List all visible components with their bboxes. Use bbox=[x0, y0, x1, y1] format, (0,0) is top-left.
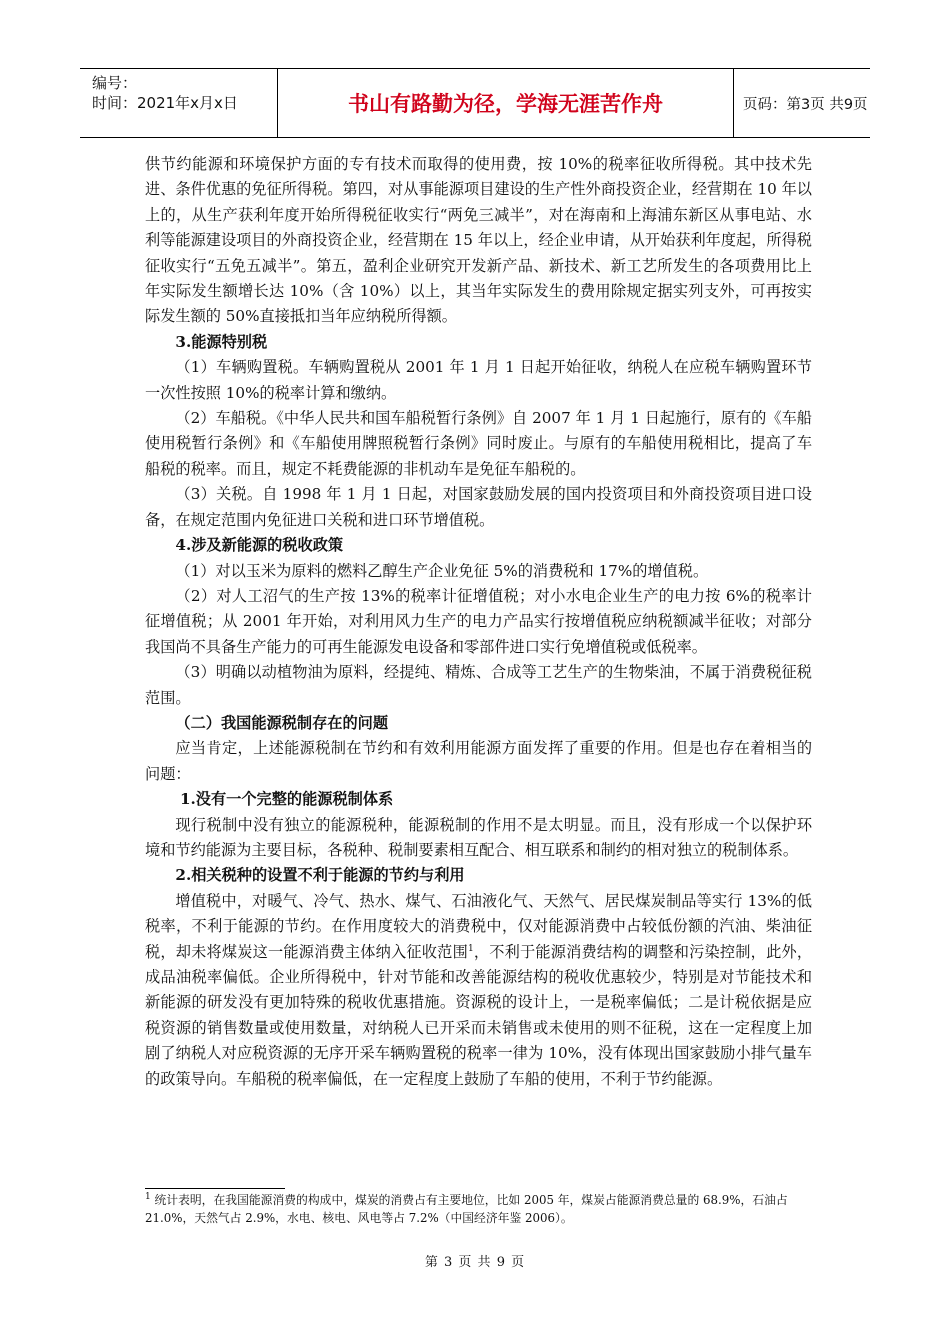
doc-number-label: 编号： bbox=[92, 74, 138, 92]
section-heading: 3.能源特别税 bbox=[175, 332, 268, 351]
paragraph: （3）关税。自 1998 年 1 月 1 日起，对国家鼓励发展的国内投资项目和外商投资项目进口设备，在规定范围内免征进口关税和进口环节增值税。 bbox=[145, 485, 812, 529]
document-body bbox=[145, 152, 812, 1092]
header-motto: 书山有路勤为径，学海无涯苦作舟 bbox=[278, 69, 734, 137]
footnote-mark: 1 bbox=[145, 1192, 151, 1203]
page-header bbox=[80, 68, 870, 138]
paragraph: 应当肯定，上述能源税制在节约和有效利用能源方面发挥了重要的作用。但是也存在着相当的问题： bbox=[145, 739, 812, 783]
doc-time-label: 时间：2021年x月x日 bbox=[92, 94, 238, 112]
paragraph-text: ，不利于能源消费结构的调整和污染控制，此外，成品油税率偏低。企业所得税中，针对节能和改善能源结构的税收优惠较少，特别是对节能技术和新能源的研发没有更加特殊的税收优惠措施。资源税的设计上，一是税率偏低；二是计税依据是应税资源的销售数量或使用数量，对纳税人已开采而未销售或未使用的则不征税，这在一定程度上加剧了纳税人对应税资源的无序开采车辆购置税的税率一律为 10%，没有体现出国家鼓励小排气量车的政策导向。车船税的税率偏低，在一定程度上鼓励了车船的使用，不利于节约能源。 bbox=[145, 942, 813, 1088]
footnote bbox=[145, 1192, 812, 1227]
paragraph: （3）明确以动植物油为原料，经提纯、精炼、合成等工艺生产的生物柴油，不属于消费税征税范围。 bbox=[145, 663, 812, 707]
section-heading: 1.没有一个完整的能源税制体系 bbox=[179, 790, 394, 809]
paragraph: （1）车辆购置税。车辆购置税从 2001 年 1 月 1 日起开始征收，纳税人在应税车辆购置环节一次性按照 10%的税率计算和缴纳。 bbox=[145, 358, 812, 402]
header-meta bbox=[80, 69, 278, 137]
section-heading: （二）我国能源税制存在的问题 bbox=[175, 713, 389, 732]
footnote-divider bbox=[145, 1188, 285, 1189]
footnote-ref[interactable]: 1 bbox=[467, 943, 474, 954]
section-heading: 2.相关税种的设置不利于能源的节约与利用 bbox=[175, 866, 465, 885]
section-heading: 4.涉及新能源的税收政策 bbox=[175, 536, 344, 555]
paragraph: 现行税制中没有独立的能源税种，能源税制的作用不是太明显。而且，没有形成一个以保护环境和节约能源为主要目标，各税种、税制要素相互配合、相互联系和制约的相对独立的税制体系。 bbox=[145, 815, 812, 859]
paragraph: （2）车船税。《中华人民共和国车船税暂行条例》自 2007 年 1 月 1 日起施行，原有的《车船使用税暂行条例》和《车船使用牌照税暂行条例》同时废止。与原有的车船使用税相比，提高了车船税的税率。而且，规定不耗费能源的非机动车是免征车船税的。 bbox=[145, 409, 812, 478]
footnote-text: 统计表明，在我国能源消费的构成中，煤炭的消费占有主要地位，比如 2005 年，煤炭占能源消费总量的 68.9%，石油占 21.0%，天然气占 2.9%，水电、核电、风电等占 7.2%（中国经济年鉴 2006）。 bbox=[145, 1193, 788, 1225]
paragraph: （1）对以玉米为原料的燃料乙醇生产企业免征 5%的消费税和 17%的增值税。 bbox=[175, 561, 709, 580]
header-page-label: 页码：第3页 共9页 bbox=[743, 96, 868, 113]
paragraph: （2）对人工沼气的生产按 13%的税率计征增值税；对小水电企业生产的电力按 6%的税率计征增值税；从 2001 年开始，对利用风力生产的电力产品实行按增值税应纳税额减半征收；对部分我国尚不具备生产能力的可再生能源发电设备和零部件进口实行免增值税或低税率。 bbox=[145, 586, 812, 656]
page-number: 第 3 页 共 9 页 bbox=[424, 1255, 526, 1270]
paragraph: 供节约能源和环境保护方面的专有技术而取得的使用费，按 10%的税率征收所得税。其中技术先进、条件优惠的免征所得税。第四，对从事能源项目建设的生产性外商投资企业，经营期在 10 年以上的，从生产获利年度开始所得税征收实行“两免三减半”，对在海南和上海浦东新区从事电站、水利等能源建设项目的外商投资企业，经营期在 15 年以上，经企业申请，从开始获利年度起，所得税征收实行“五免五减半”。第五，盈利企业研究开发新产品、新技术、新工艺所发生的各项费用比上年实际发生额增长达 10%（含 10%）以上，其当年实际发生的费用除规定据实列支外，可再按实际发生额的 50%直接抵扣当年应纳税所得额。 bbox=[145, 155, 812, 326]
paragraph-text: 增值税中，对暖气、冷气、热水、煤气、石油液化气、天然气、居民煤炭制品等实行 13%的低税率，不利于能源的节约。在作用度较大的消费税中，仅对能源消费中占较低份额的汽油、柴油征税，却未将煤炭这一能源消费主体纳入征收范围 bbox=[145, 891, 812, 961]
paragraph bbox=[145, 889, 812, 1092]
